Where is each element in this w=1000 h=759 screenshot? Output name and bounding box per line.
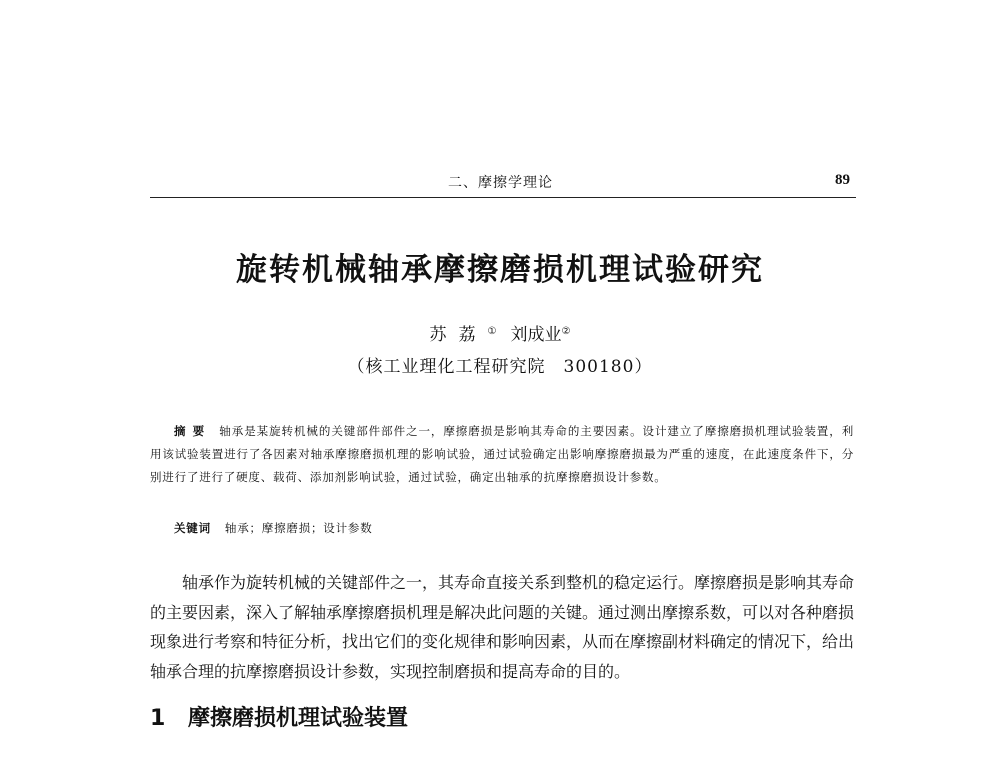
- author-1-marker: ①: [487, 326, 497, 337]
- author-line: [150, 322, 850, 348]
- abstract-text: 轴承是某旋转机械的关键部件部件之一，摩擦磨损是影响其寿命的主要因素。设计建立了摩擦磨损机理试验装置，利用该试验装置进行了各因素对轴承摩擦磨损机理的影响试验，通过试验确定出影响摩擦磨损最为严重的速度，在此速度条件下，分别进行了进行了硬度、载荷、添加剂影响试验，通过试验，确定出轴承的抗摩擦磨损设计参数。: [150, 424, 854, 484]
- intro-paragraph: 轴承作为旋转机械的关键部件之一，其寿命直接关系到整机的稳定运行。摩擦磨损是影响其寿命的主要因素，深入了解轴承摩擦磨损机理是解决此问题的关键。通过测出摩擦系数，可以对各种磨损现象进行考察和特征分析，找出它们的变化规律和影响因素，从而在摩擦副材料确定的情况下，给出轴承合理的抗摩擦磨损设计参数，实现控制磨损和提高寿命的目的。: [150, 573, 855, 681]
- author-1-name: 苏荔: [429, 325, 488, 345]
- section-number: 1: [150, 706, 166, 731]
- section-heading: [150, 703, 854, 735]
- author-1: [430, 322, 497, 348]
- keywords-text: 轴承；摩擦磨损；设计参数: [224, 521, 373, 535]
- author-2-marker: ②: [561, 326, 571, 337]
- section-title: 摩擦磨损机理试验装置: [188, 706, 409, 731]
- paper-title: 旋转机械轴承摩擦磨损机理试验研究: [236, 252, 764, 288]
- keywords-label: 关键词: [174, 521, 211, 535]
- author-2-name: 刘成业: [510, 325, 562, 345]
- header-rule: [150, 197, 856, 198]
- running-header-section: 二、摩擦学理论: [448, 175, 553, 191]
- keywords: [150, 517, 854, 540]
- abstract-label: 摘要: [174, 424, 212, 438]
- author-2: [511, 322, 571, 348]
- affiliation: （核工业理化工程研究院 300180）: [347, 357, 653, 377]
- abstract: [150, 420, 854, 489]
- running-header: [150, 168, 856, 194]
- page-number: 89: [835, 172, 850, 188]
